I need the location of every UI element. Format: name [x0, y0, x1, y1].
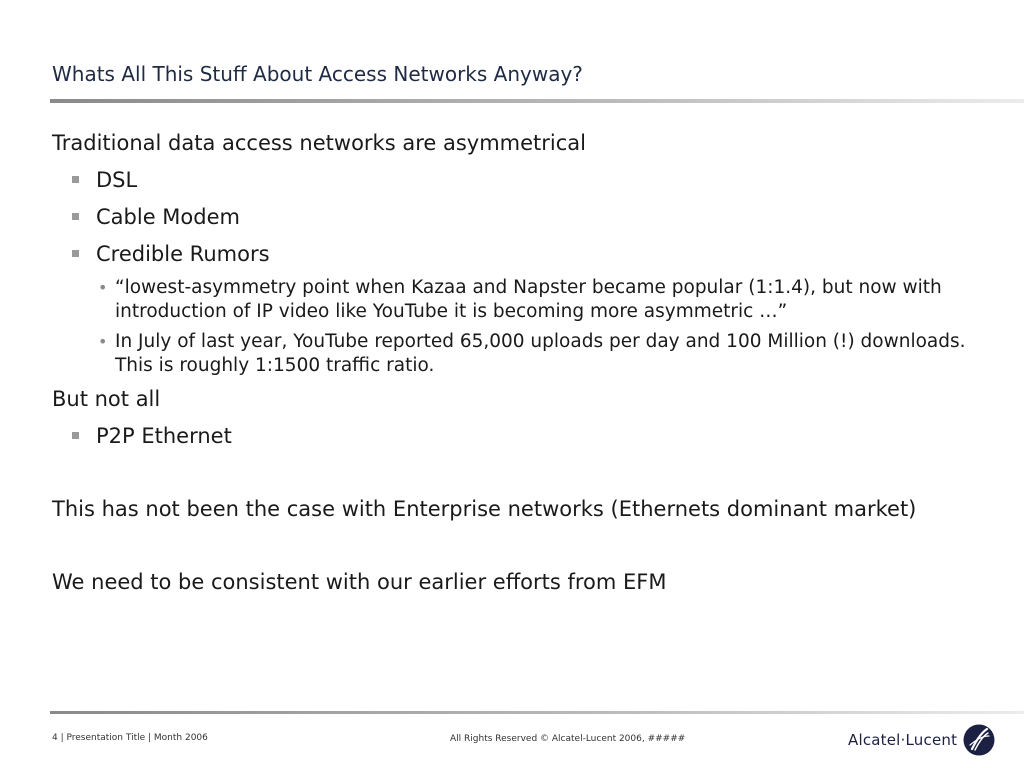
- bullet-level1: Traditional data access networks are asymmetrical: [52, 131, 586, 155]
- bullet-level2: [52, 421, 982, 452]
- dot-bullet-icon: •: [98, 278, 108, 297]
- company-logo: [848, 722, 995, 758]
- bullet-level1: We need to be consistent with our earlier efforts from EFM: [52, 570, 667, 594]
- bullet-text: DSL: [96, 168, 138, 192]
- square-bullet-icon: [72, 213, 79, 220]
- logo-wordmark: Alcatel·Lucent: [848, 731, 958, 749]
- footer-copyright: All Rights Reserved © Alcatel-Lucent 2006, #####: [450, 734, 686, 744]
- slide-body: [52, 128, 982, 598]
- footer-divider: [50, 711, 1024, 714]
- bullet-level3: [52, 276, 982, 324]
- slide-title: Whats All This Stuff About Access Networks Anyway?: [52, 62, 583, 86]
- bullet-level2: [52, 202, 982, 233]
- bullet-text: P2P Ethernet: [96, 424, 232, 448]
- square-bullet-icon: [72, 176, 79, 183]
- bullet-level3: [52, 330, 982, 378]
- bullet-text: Cable Modem: [96, 205, 240, 229]
- footer-page-info: 4 | Presentation Title | Month 2006: [52, 733, 208, 743]
- alcatel-lucent-logo-icon: [963, 724, 995, 756]
- title-divider: [50, 99, 1024, 103]
- bullet-level1: This has not been the case with Enterprise networks (Ethernets dominant market): [52, 497, 917, 521]
- bullet-text: Credible Rumors: [96, 242, 270, 266]
- dot-bullet-icon: •: [98, 332, 108, 351]
- bullet-level2: [52, 239, 982, 270]
- square-bullet-icon: [72, 432, 79, 439]
- bullet-text: “lowest-asymmetry point when Kazaa and Napster became popular (1:1.4), but now with introduction of IP video like YouTube it is becoming more asymmetric …”: [115, 277, 942, 322]
- bullet-level2: [52, 165, 982, 196]
- bullet-level1: But not all: [52, 387, 161, 411]
- bullet-text: In July of last year, YouTube reported 65,000 uploads per day and 100 Million (!) downloads. This is roughly 1:1500 traffic ratio.: [115, 331, 966, 376]
- square-bullet-icon: [72, 250, 79, 257]
